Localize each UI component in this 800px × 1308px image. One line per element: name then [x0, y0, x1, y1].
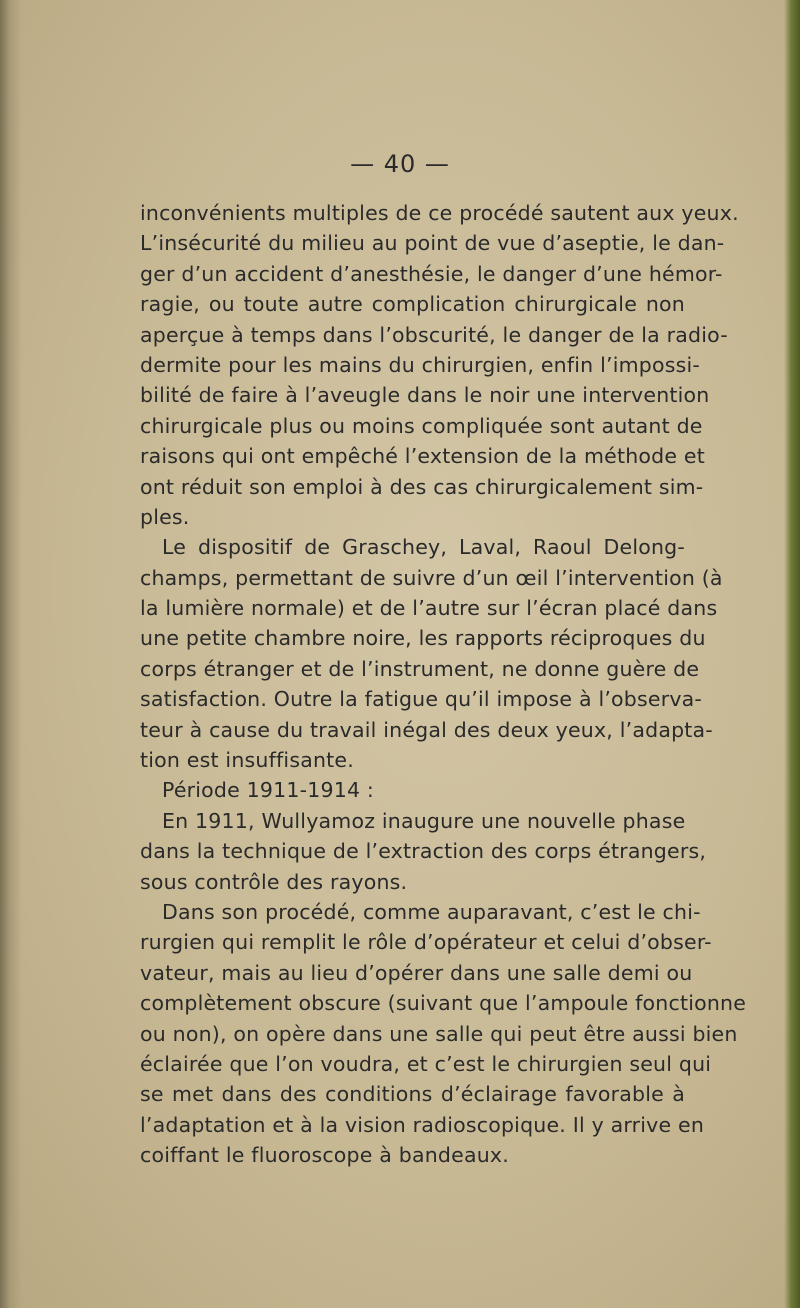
text-line: la lumière normale) et de l’autre sur l’écran placé dans: [140, 596, 718, 621]
section-heading: Période 1911-1914 :: [162, 778, 375, 803]
text-line: vateur, mais au lieu d’opérer dans une salle demi ou: [140, 960, 693, 985]
text-line: aperçue à temps dans l’obscurité, le danger de la radio-: [140, 322, 728, 347]
text-line: ples.: [140, 504, 190, 529]
text-line: se met dans des conditions d’éclairage favorable à: [140, 1082, 685, 1107]
text-line: En 1911, Wullyamoz inaugure une nouvelle phase: [162, 808, 686, 833]
text-line: corps étranger et de l’instrument, ne donne guère de: [140, 656, 700, 681]
text-line: rurgien qui remplit le rôle d’opérateur et celui d’obser-: [140, 930, 712, 955]
right-binding-edge: [784, 0, 800, 1308]
text-line: Le dispositif de Graschey, Laval, Raoul Delong-: [162, 535, 685, 560]
text-line: ragie, ou toute autre complication chirurgicale non: [140, 292, 685, 317]
text-line: tion est insuffisante.: [140, 748, 354, 773]
text-line: champs, permettant de suivre d’un œil l’intervention (à: [140, 565, 723, 590]
text-line: une petite chambre noire, les rapports réciproques du: [140, 626, 706, 651]
text-line: raisons qui ont empêché l’extension de la méthode et: [140, 444, 705, 469]
text-line: éclairée que l’on voudra, et c’est le chirurgien seul qui: [140, 1051, 712, 1076]
text-line: L’insécurité du milieu au point de vue d’aseptie, le dan-: [140, 231, 725, 256]
text-line: coiffant le fluoroscope à bandeaux.: [140, 1143, 509, 1168]
page-number: — 40 —: [350, 150, 450, 178]
text-line: dermite pour les mains du chirurgien, enfin l’impossi-: [140, 352, 700, 377]
text-line: satisfaction. Outre la fatigue qu’il impose à l’observa-: [140, 687, 703, 712]
text-line: ou non), on opère dans une salle qui peut être aussi bien: [140, 1021, 738, 1046]
text-line: chirurgicale plus ou moins compliquée sont autant de: [140, 413, 703, 438]
left-page-edge: [0, 0, 22, 1308]
text-line: ger d’un accident d’anesthésie, le danger d’une hémor-: [140, 261, 723, 286]
text-line: teur à cause du travail inégal des deux yeux, l’adapta-: [140, 717, 713, 742]
body-text: [140, 198, 747, 1171]
text-line: dans la technique de l’extraction des corps étrangers,: [140, 839, 707, 864]
text-line: ont réduit son emploi à des cas chirurgicalement sim-: [140, 474, 704, 499]
text-line: bilité de faire à l’aveugle dans le noir une intervention: [140, 383, 710, 408]
text-line: complètement obscure (suivant que l’ampoule fonctionne: [140, 991, 747, 1016]
text-line: l’adaptation et à la vision radioscopique. Il y arrive en: [140, 1112, 705, 1137]
text-line: sous contrôle des rayons.: [140, 869, 408, 894]
text-line: Dans son procédé, comme auparavant, c’est le chi-: [162, 899, 701, 924]
text-line: inconvénients multiples de ce procédé sautent aux yeux.: [140, 201, 739, 225]
